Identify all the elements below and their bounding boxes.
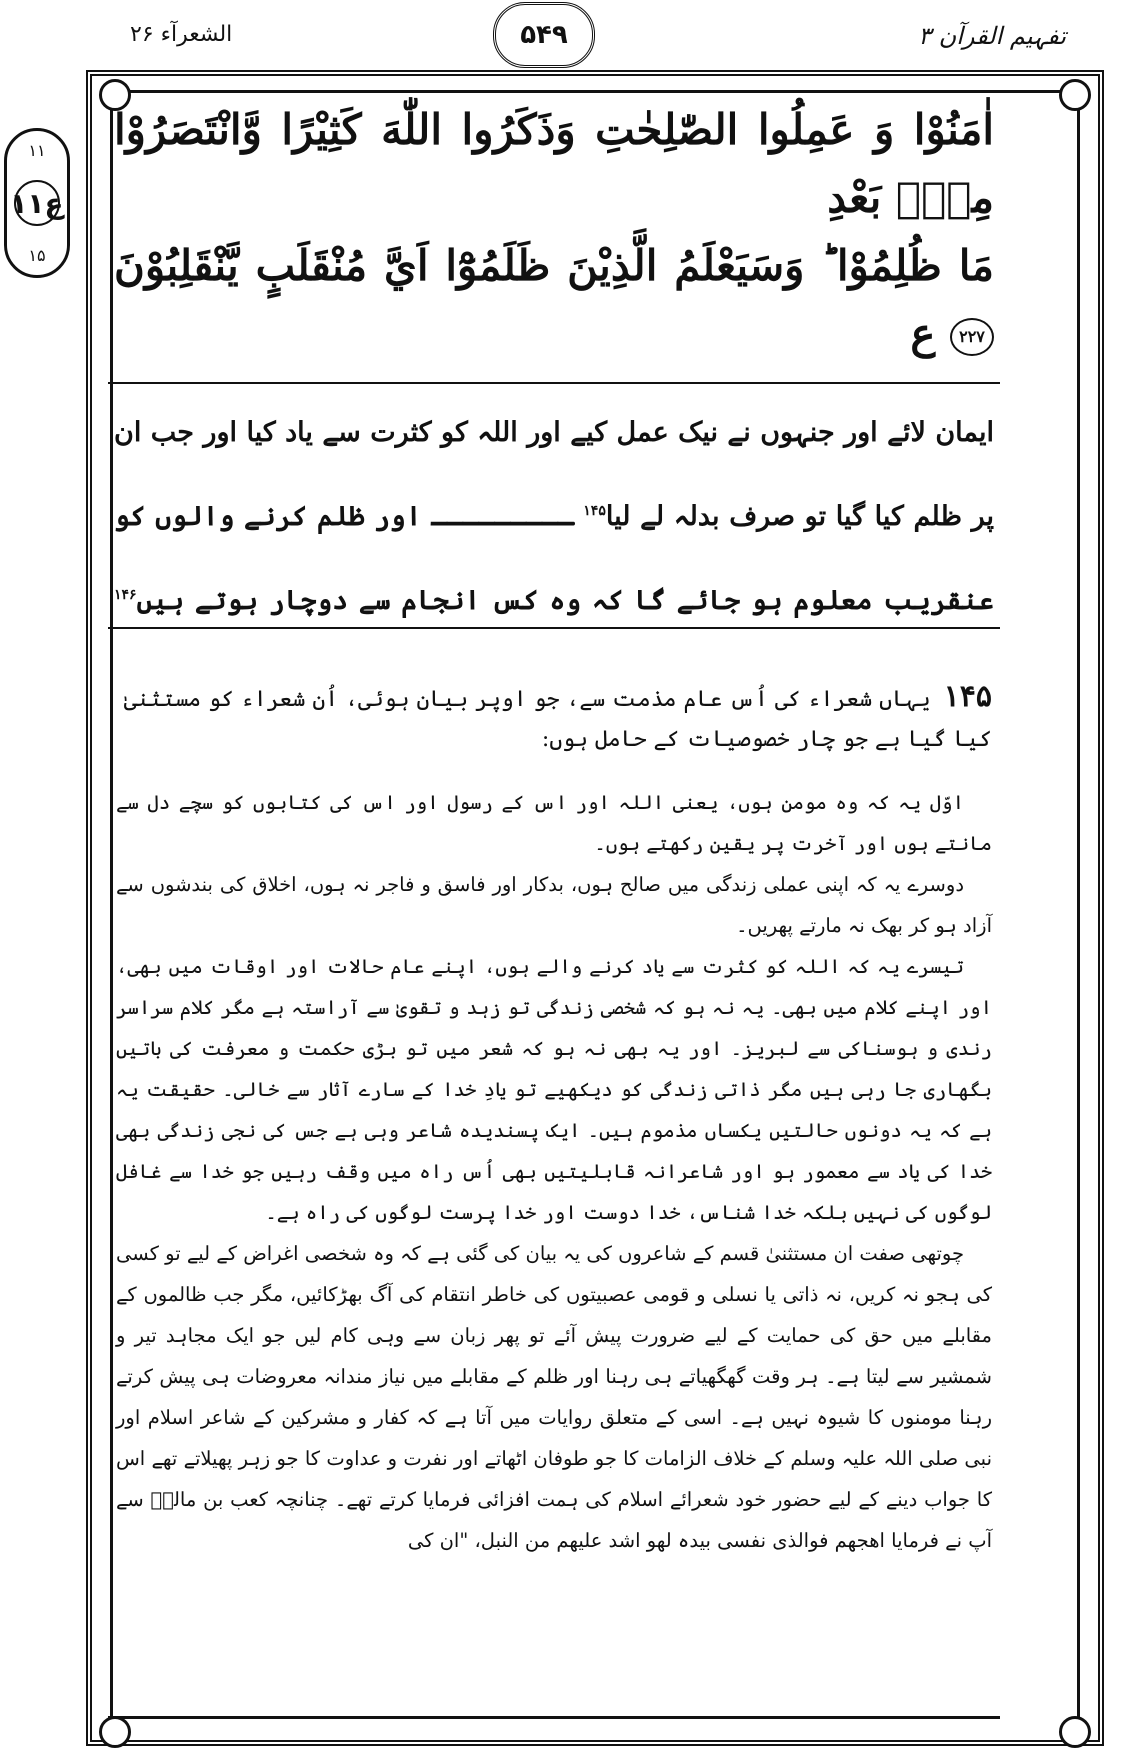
commentary-paragraph-3: تیسرے یہ کہ اللہ کو کثرت سے یاد کرنے والے ہوں، اپنے عام حالات اور اوقات میں بھی، اور اپنے کلام میں بھی۔ یہ نہ ہو کہ شخصی زندگی تو زہد و تقویٰ سے آراستہ ہے مگر کلام سراسر رندی و ہوسناکی سے لبریز۔ اور یہ بھی نہ ہو کہ شعر میں تو بڑی حکمت و معرفت کی باتیں بگھاری جا رہی ہیں مگر ذاتی زندگی کو دیکھیے تو یادِ خدا کے سارے آثار سے خالی۔ حقیقت یہ ہے کہ یہ دونوں حالتیں یکساں مذموم ہیں۔ ایک پسندیدہ شاعر وہی ہے جس کی نجی زندگی بھی خدا کی یاد سے معمور ہو اور شاعرانہ قابلیتیں بھی اُس راہ میں وقف رہیں جو خدا سے غافل لوگوں کی نہیں بلکہ خدا شناس، خدا دوست اور خدا پرست لوگوں کی راہ ہے۔ — [116, 955, 992, 1224]
arabic-line-2-text: مَا ظُلِمُوْا ؕ وَسَيَعْلَمُ الَّذِيْنَ ظَلَمُوْٓا اَيَّ مُنْقَلَبٍ يَّنْقَلِبُوْنَ — [114, 241, 994, 290]
page-content — [108, 96, 1000, 1561]
footnote-ref-145[interactable]: ۱۴۵ — [583, 503, 606, 519]
corner-ornament-icon — [1059, 1716, 1091, 1748]
page-number-medallion: ۵۴۹ — [493, 2, 595, 68]
bottom-divider — [108, 1716, 1000, 1719]
note-number: ۱۴۵ — [943, 679, 992, 714]
page-header — [0, 0, 1121, 80]
ruku-sign-text: ع — [910, 309, 936, 358]
quran-arabic-text — [108, 96, 1000, 384]
footnote-ref-146[interactable]: ۱۴۶ — [114, 587, 137, 603]
translation-part-2: اور ظلم کرنے والوں کو عنقریب معلوم ہو جائے گا کہ وہ کس انجام سے دوچار ہوتے ہیں — [114, 501, 994, 616]
commentary-section — [108, 629, 1000, 1561]
ruku-sign-icon: ع۱۱ — [14, 180, 60, 226]
commentary-paragraph-4: چوتھی صفت ان مستثنیٰ قسم کے شاعروں کی یہ بیان کی گئی ہے کہ وہ شخصی اغراض کے لیے تو کسی کی ہجو نہ کریں، نہ ذاتی یا نسلی و قومی عصبیتوں کی خاطر انتقام کی آگ بھڑکائیں، مگر جب ظالموں کے مقابلے میں حق کی حمایت کے لیے ضرورت پیش آئے تو پھر زبان سے وہی کام لیں جو ایک مجاہد تیر و شمشیر سے لیتا ہے۔ ہر وقت گھگھیاتے ہی رہنا اور ظلم کے مقابلے میں نیاز مندانہ معروضات ہی پیش کرتے رہنا مومنوں کا شیوہ نہیں ہے۔ اسی کے متعلق روایات میں آتا ہے کہ کفار و مشرکین کے شاعر اسلام اور نبی صلی اللہ علیہ وسلم کے خلاف الزامات کا جو طوفان اٹھاتے اور نفرت و عداوت کا جو زہر پھیلاتے تھے اس کا جواب دینے کے لیے حضور خود شعرائے اسلام کی ہمت افزائی فرمایا کرتے تھے۔ چنانچہ کعب بن مالکؓ سے آپ نے فرمایا اھجھم فوالذی نفسی بیدہ لھو اشد علیھم من النبل، "ان کی — [116, 1242, 992, 1552]
commentary-paragraph-2: دوسرے یہ کہ اپنی عملی زندگی میں صالح ہوں، بدکار اور فاسق و فاجر نہ ہوں، اخلاق کی بندشوں سے آزاد ہو کر بھک نہ مارتے پھریں۔ — [116, 873, 992, 937]
urdu-translation: ایمان لائے اور جنہوں نے نیک عمل کیے اور اللہ کو کثرت سے یاد کیا اور جب ان پر ظلم کیا گیا تو صرف بدلہ لے لیا$^{۱۴۵}$ ـــــــــ اور ظلم کرنے والوں کو عنقریب معلوم ہو جائے گا کہ وہ کس انجام سے دوچار ہوتے ہیں$^{۱۴۶}$ — [108, 384, 1000, 629]
ruku-marker — [4, 128, 70, 278]
commentary-paragraph-1: اوّل یہ کہ وہ مومن ہوں، یعنی اللہ اور اس کے رسول اور اس کی کتابوں کو سچے دل سے مانتے ہوں اور آخرت پر یقین رکھتے ہوں۔ — [116, 791, 992, 855]
note-lead — [116, 677, 992, 760]
note-lead-text: یہاں شعراء کی اُس عام مذمت سے، جو اوپر بیان ہوئی، اُن شعراء کو مستثنیٰ کیا گیا ہے جو چار خصوصیات کے حامل ہوں: — [123, 687, 992, 752]
translation-part-1: ایمان لائے اور جنہوں نے نیک عمل کیے اور اللہ کو کثرت سے یاد کیا اور جب ان پر ظلم کیا گیا تو صرف بدلہ لے لیا — [114, 417, 995, 532]
arabic-line-2 — [114, 232, 994, 368]
book-running-head: تفہیم القرآن ۳ — [918, 22, 1066, 50]
ruku-bottom-number: ۱۵ — [28, 246, 46, 265]
surah-running-head: الشعرآء ۲۶ — [130, 22, 233, 47]
corner-ornament-icon — [1059, 79, 1091, 111]
verse-number-badge: ۲۲۷ — [950, 318, 994, 356]
ruku-top-number: ۱۱ — [28, 141, 46, 160]
arabic-line-1: اٰمَنُوْا وَ عَمِلُوا الصّٰلِحٰتِ وَذَكَرُوا اللّٰهَ كَثِيْرًا وَّانْتَصَرُوْا مِنْۢ بَعْدِ — [114, 105, 994, 222]
corner-ornament-icon — [99, 1716, 131, 1748]
